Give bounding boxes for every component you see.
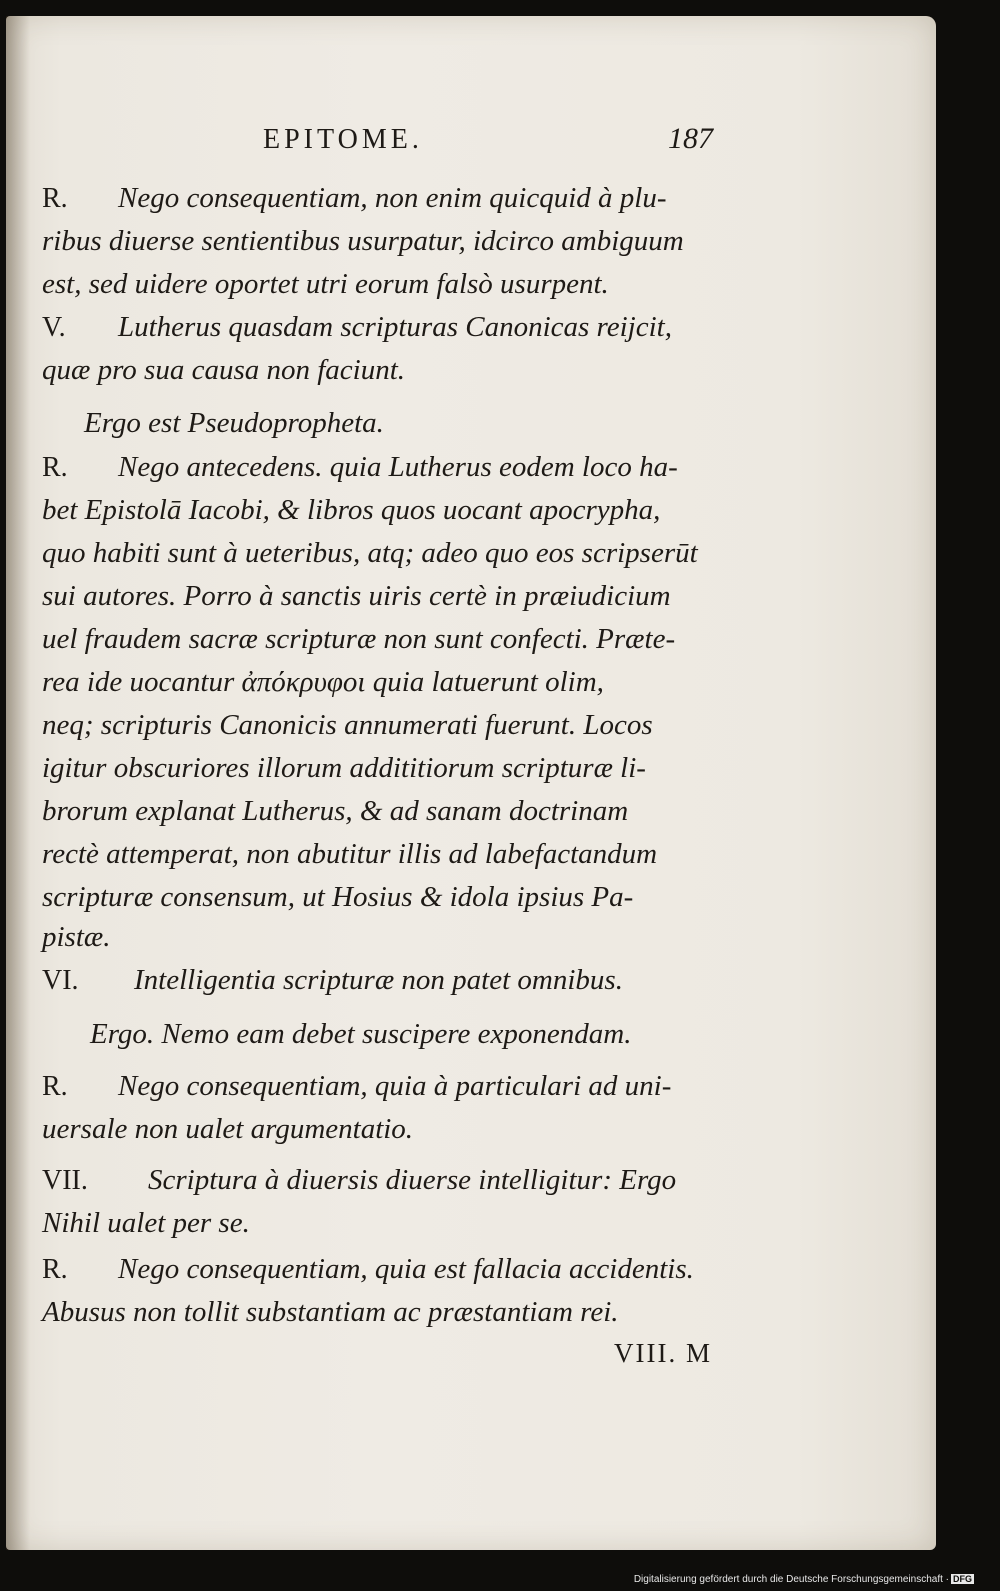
text-line: brorum explanat Lutherus, & ad sanam doctrinam [42, 795, 629, 827]
digitization-credit [634, 1574, 974, 1585]
page-header [6, 124, 936, 164]
text-line: Ergo est Pseudopropheta. [84, 407, 384, 439]
text-line: R. Nego antecedens. quia Lutherus eodem loco ha- [42, 451, 678, 483]
text-line: pistæ. [42, 921, 111, 953]
text-line: sui autores. Porro à sanctis uiris certè in præiudicium [42, 580, 671, 612]
dfg-logo-badge: DFG [953, 1574, 972, 1584]
text-line: V. Lutherus quasdam scripturas Canonicas reijcit, [42, 311, 672, 343]
text-line: bet Epistolā Iacobi, & libros quos uocant apocrypha, [42, 494, 661, 526]
text-line: quo habiti sunt à ueteribus, atq; adeo quo eos scripserūt [42, 537, 698, 569]
catchword: VIII. M [614, 1338, 712, 1368]
paragraph-label: R. [42, 1071, 68, 1102]
running-title: EPITOME. [263, 124, 423, 155]
text-line: VI. Intelligentia scripturæ non patet omnibus. [42, 964, 623, 996]
text-line: R. Nego consequentiam, non enim quicquid à plu- [42, 182, 667, 214]
paragraph-label: R. [42, 1254, 68, 1285]
text-line: Abusus non tollit substantiam ac præstantiam rei. [42, 1296, 619, 1328]
text-line: Ergo. Nemo eam debet suscipere exponendam. [90, 1018, 632, 1050]
paragraph-label: VI. [42, 965, 79, 996]
book-page [6, 16, 936, 1550]
text-line: scripturæ consensum, ut Hosius & idola ipsius Pa- [42, 881, 634, 913]
text-line: uersale non ualet argumentatio. [42, 1113, 414, 1145]
text-line: R. Nego consequentiam, quia à particulari ad uni- [42, 1070, 672, 1102]
text-line: est, sed uidere oportet utri eorum falsò usurpent. [42, 268, 609, 300]
text-line: uel fraudem sacræ scripturæ non sunt confecti. Præte- [42, 623, 676, 655]
text-line: rectè attemperat, non abutitur illis ad labefactandum [42, 838, 658, 870]
text-line: quæ pro sua causa non faciunt. [42, 354, 406, 386]
paragraph-label: V. [42, 312, 66, 343]
text-line: Nihil ualet per se. [42, 1207, 250, 1239]
paragraph-label: VII. [42, 1165, 88, 1196]
text-line: VII. Scriptura à diuersis diuerse intelligitur: Ergo [42, 1164, 677, 1196]
text-line: rea ide uocantur ἀπόκρυφοι quia latuerunt olim, [42, 666, 604, 698]
paragraph-label: R. [42, 452, 68, 483]
page-text [6, 16, 936, 1550]
text-line: ribus diuerse sentientibus usurpatur, idcirco ambiguum [42, 225, 684, 257]
credit-text: Digitalisierung gefördert durch die Deutsche Forschungsgemeinschaft · [633, 1574, 949, 1585]
text-line: neq; scripturis Canonicis annumerati fuerunt. Locos [42, 709, 653, 741]
paragraph-label: R. [42, 183, 68, 214]
page-number: 187 [668, 122, 713, 155]
text-line: R. Nego consequentiam, quia est fallacia accidentis. [42, 1253, 694, 1285]
text-line: igitur obscuriores illorum addititiorum scripturæ li- [42, 752, 646, 784]
